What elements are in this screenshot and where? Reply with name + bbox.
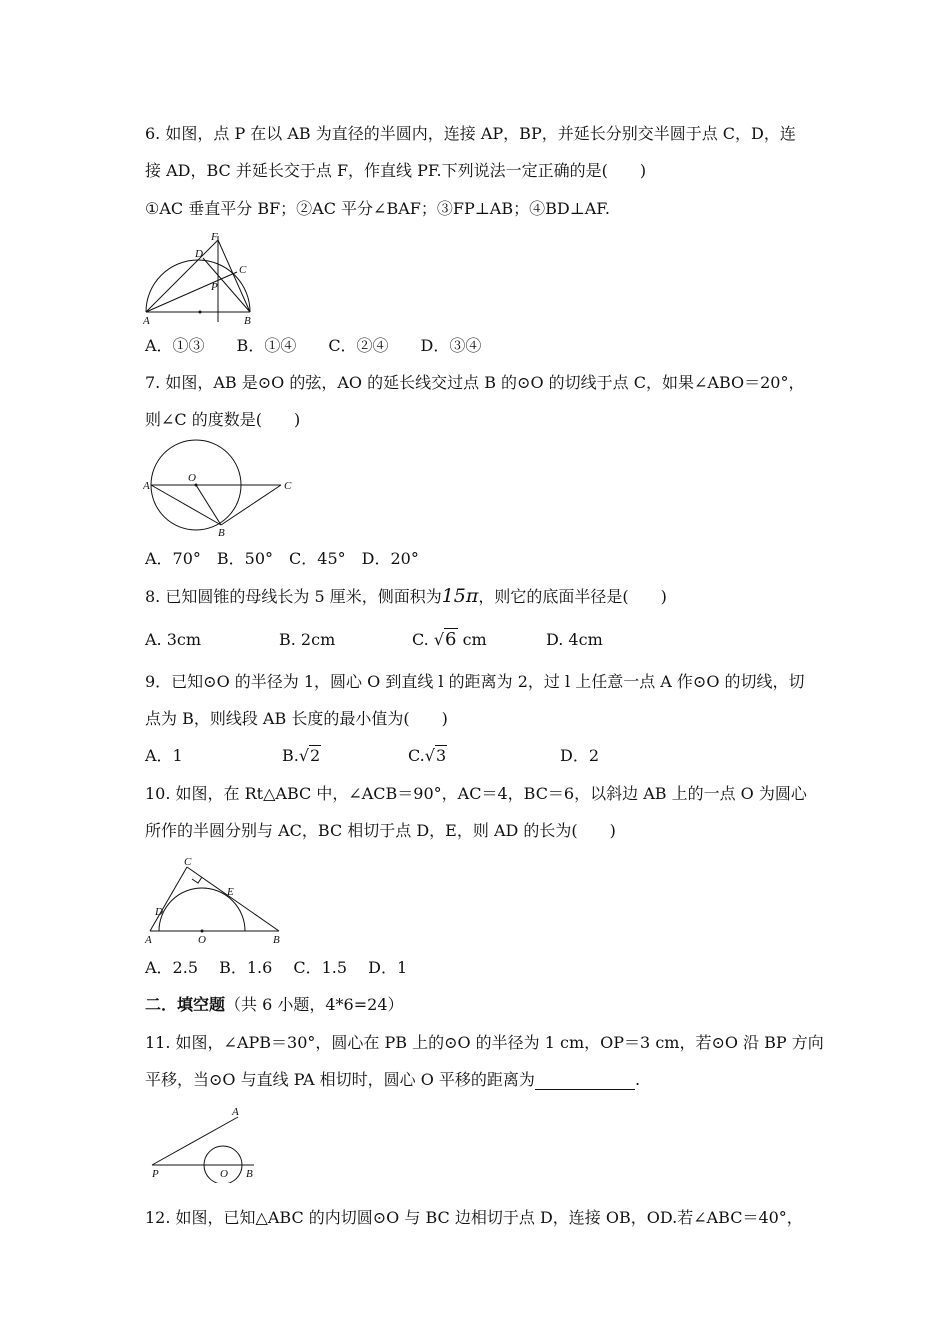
q6-label-f: F (211, 231, 218, 243)
q9-option-d: D．2 (560, 746, 600, 765)
section-title: 二．填空题 (145, 995, 226, 1014)
q10-text-line-1: 10. 如图，在 Rt△ABC 中，∠ACB＝90°，AC＝4，BC＝6，以斜边 AB 上的一点 O 为圆心 (145, 784, 807, 803)
q10-label-b: B (273, 934, 280, 946)
q7-options: A．70° B．50° C．45° D．20° (145, 549, 419, 568)
q10-label-e: E (227, 886, 234, 898)
q8-text-line-1: 8. 已知圆锥的母线长为 5 厘米，侧面积为15π，则它的底面半径是( ) (145, 585, 667, 607)
q8-option-c-radicand: 6 (445, 629, 457, 650)
q6-label-b: B (244, 315, 251, 326)
q7-label-b: B (218, 527, 225, 538)
q6-label-d: D (195, 248, 203, 260)
q6-figure (143, 228, 258, 326)
q11-figure (148, 1105, 266, 1183)
q6-label-p: P (211, 281, 218, 293)
q9-text-line-2: 点为 B，则线段 AB 长度的最小值为( ) (145, 709, 448, 728)
q11-label-p: P (152, 1168, 159, 1180)
section-heading (145, 995, 404, 1015)
q11-text-line-2: 平移，当⊙O 与直线 PA 相切时，圆心 O 平移的距离为 . (145, 1070, 641, 1089)
q9-option-c: C.√3 (408, 746, 447, 765)
q7-text-line-2: 则∠C 的度数是( ) (145, 410, 301, 429)
q10-label-d: D (155, 906, 163, 918)
q6-label-a: A (143, 315, 150, 326)
q7-text-line-1: 7. 如图，AB 是⊙O 的弦，AO 的延长线交过点 B 的⊙O 的切线于点 C，如果∠ABO＝20°， (145, 373, 805, 392)
q9-text-line-1: 9．已知⊙O 的半径为 1，圆心 O 到直线 l 的距离为 2，过 l 上任意一点 A 作⊙O 的切线，切 (145, 672, 805, 691)
q10-label-a: A (145, 934, 152, 946)
q6-label-c: C (239, 264, 247, 276)
q12-text-line-1: 12. 如图，已知△ABC 的内切圆⊙O 与 BC 边相切于点 D，连接 OB，OD.若∠ABC＝40°， (145, 1208, 803, 1227)
q10-text-line-2: 所作的半圆分别与 AC，BC 相切于点 D，E，则 AD 的长为( ) (145, 821, 616, 840)
q6-statements: ①AC 垂直平分 BF；②AC 平分∠BAF；③FP⊥AB；④BD⊥AF. (145, 199, 610, 218)
q9-option-a: A．1 (145, 746, 183, 765)
q7-label-o: O (188, 472, 196, 484)
section-note: （共 6 小题，4*6=24） (225, 995, 404, 1014)
q9-option-b: B.√2 (282, 746, 321, 765)
q6-options: A．①③ B．①④ C．②④ D．③④ (145, 336, 482, 355)
q7-label-c: C (284, 480, 292, 492)
q11-label-a: A (232, 1106, 239, 1118)
q8-option-a: A. 3cm (145, 630, 202, 649)
q10-label-o: O (198, 934, 206, 946)
q10-label-c: C (184, 856, 192, 868)
q11-label-b: B (246, 1168, 253, 1180)
q7-label-a: A (143, 480, 150, 492)
q6-text-line-1: 6. 如图，点 P 在以 AB 为直径的半圆内，连接 AP，BP，并延长分别交半圆于点 C，D，连 (145, 124, 796, 143)
q8-option-d: D. 4cm (546, 630, 603, 649)
q10-figure (143, 855, 288, 947)
q10-options: A．2.5 B．1.6 C．1.5 D．1 (145, 958, 408, 977)
q11-text-line-1: 11. 如图，∠APB＝30°，圆心在 PB 上的⊙O 的半径为 1 cm，OP＝3 cm，若⊙O 沿 BP 方向 (145, 1033, 824, 1052)
q11-answer-blank[interactable] (535, 1073, 635, 1090)
q6-text-line-2: 接 AD，BC 并延长交于点 F，作直线 PF.下列说法一定正确的是( ) (145, 161, 647, 180)
q8-option-c: C. √6 cm (412, 629, 487, 650)
q6-semicircle (146, 260, 250, 312)
q11-label-o: O (220, 1168, 228, 1180)
q8-option-b: B. 2cm (279, 630, 336, 649)
q8-area-value: 15π (441, 585, 479, 607)
q7-figure (143, 438, 298, 538)
